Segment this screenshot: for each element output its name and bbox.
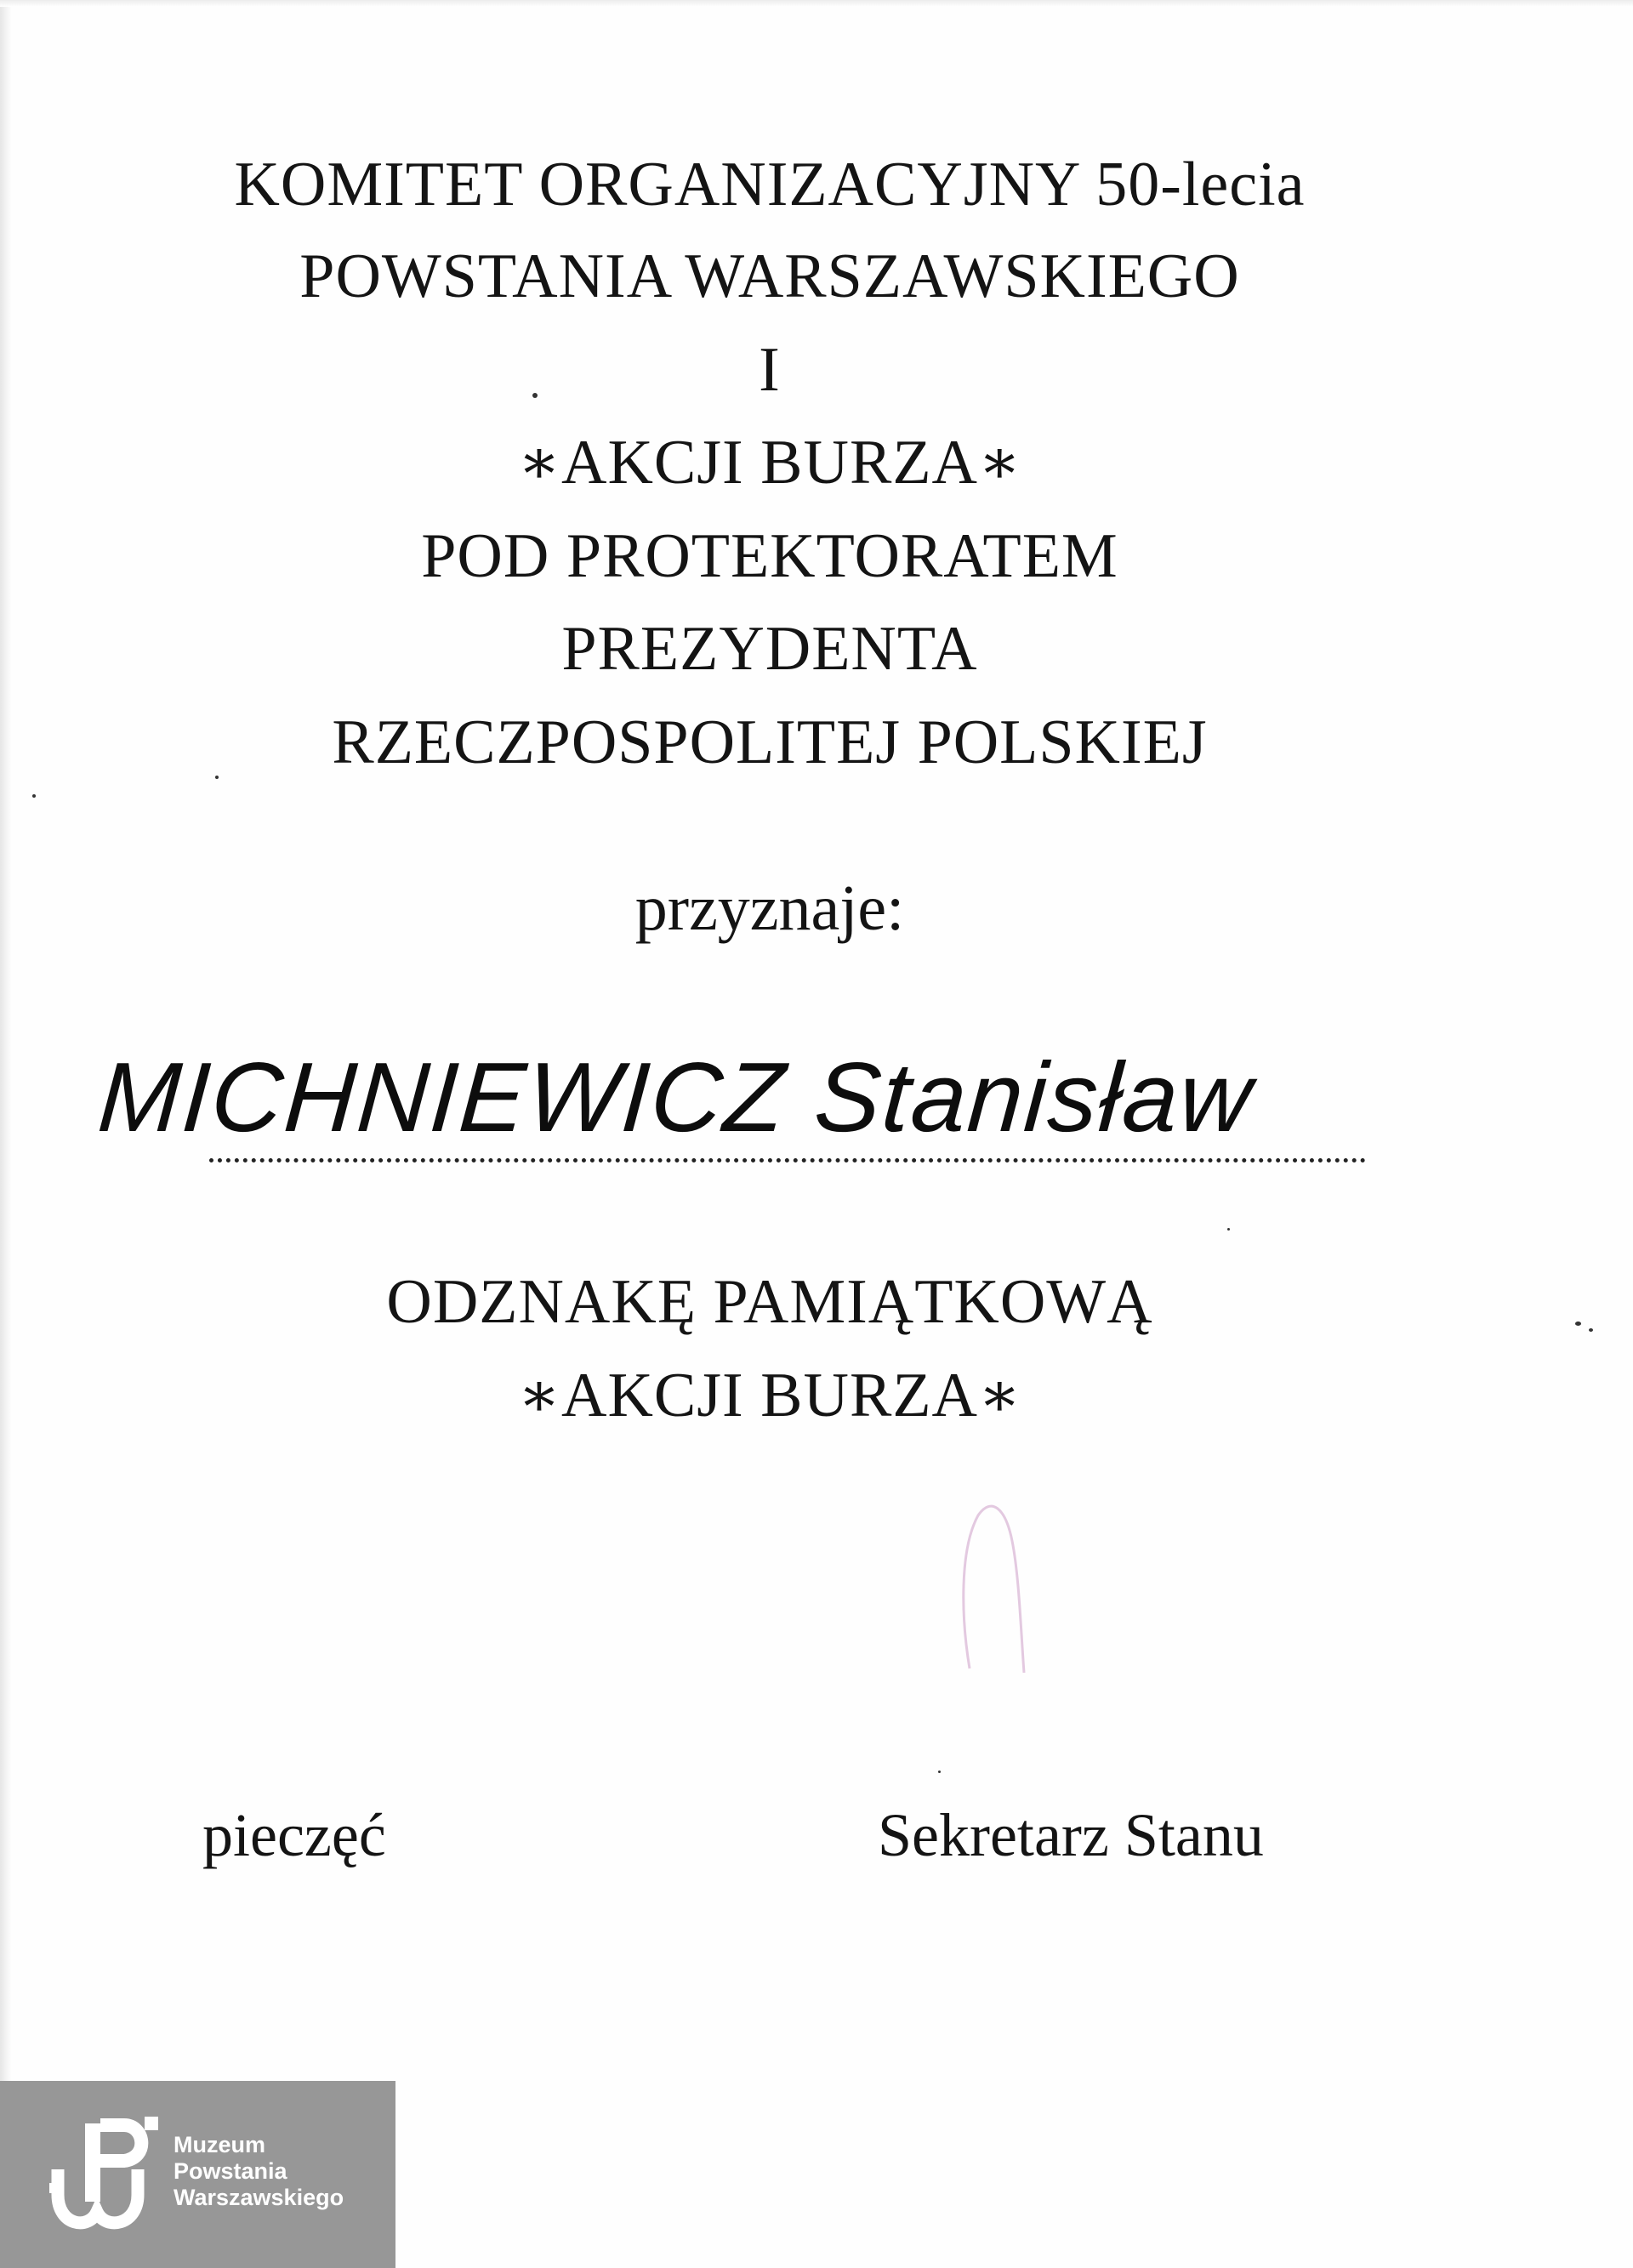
scan-speck: [532, 393, 538, 398]
scan-speck: [32, 794, 36, 798]
uprising-title-line: POWSTANIA WARSZAWSKIEGO: [299, 242, 1240, 311]
scan-speck: [1589, 1328, 1593, 1332]
scan-speck: [1575, 1322, 1581, 1326]
awards-verb: przyznaje:: [634, 873, 905, 944]
scan-speck: [215, 776, 219, 779]
museum-name-line: Muzeum: [174, 2132, 265, 2157]
museum-logo-watermark: [0, 2081, 395, 2268]
conjunction-line: I: [759, 335, 781, 405]
committee-title-line: KOMITET ORGANIZACYJNY 50-lecia: [234, 150, 1306, 219]
museum-name: [174, 2132, 344, 2211]
recipient-name: MICHNIEWICZ Stanisław: [94, 1042, 1257, 1152]
name-dotted-underline: [209, 1158, 1366, 1162]
republic-line: RZECZPOSPOLITEJ POLSKIEJ: [332, 708, 1208, 777]
scan-speck: [1227, 1228, 1230, 1231]
patronage-line: POD PROTEKTORATEM: [421, 521, 1118, 591]
president-line: PREZYDENTA: [561, 614, 978, 684]
kotwica-anchor-icon: [49, 2117, 160, 2236]
award-operation-line: ∗AKCJI BURZA∗: [517, 1361, 1022, 1430]
museum-name-line: Powstania: [174, 2158, 287, 2184]
signatory-label: Sekretarz Stanu: [878, 1801, 1264, 1869]
faint-pink-signature-mark: [953, 1498, 1029, 1677]
award-title-line: ODZNAKĘ PAMIĄTKOWĄ: [386, 1267, 1153, 1337]
operation-title-line: ∗AKCJI BURZA∗: [517, 428, 1022, 497]
museum-name-line: Warszawskiego: [174, 2185, 344, 2210]
scan-edge-top: [0, 0, 1633, 7]
seal-label: pieczęć: [202, 1801, 386, 1869]
scan-speck: [938, 1771, 941, 1773]
